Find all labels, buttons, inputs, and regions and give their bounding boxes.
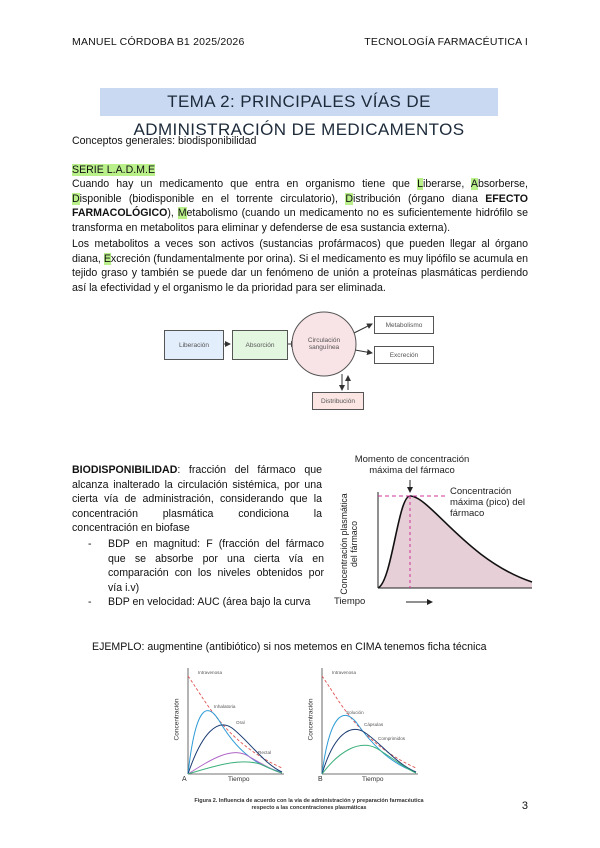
bdp-term: BIODISPONIBILIDAD	[72, 464, 178, 476]
concentration-curve-figure	[326, 452, 540, 612]
fig-a-ylabel: Concentración	[173, 698, 181, 741]
fig-a-label-2: Oral	[236, 720, 245, 725]
bdp-list	[72, 537, 324, 610]
conceptos-text: Conceptos generales: biodisponibilidad	[72, 135, 257, 147]
fig-b-ylabel: Concentración	[307, 698, 315, 741]
fig-a-xlabel: Tiempo	[228, 776, 250, 783]
box-metabolismo: Metabolismo	[374, 316, 434, 334]
box-circulacion: Circulación sanguínea	[307, 337, 341, 351]
ladme-paragraph: Cuando hay un medicamento que entra en organismo tiene que Liberarse, Absorberse, Disponible (biodisponible en el torrente circulatorio), Distribución (órgano diana EFECTO FARMACOLÓGICO), Metabolismo (cuando un medicamento no es suficientemente hidrófilo se transforma en metabolitos para eliminar y defenderse de esa sustancia externa).	[72, 178, 529, 234]
bdp-item-magnitud: - BDP en magnitud: F (fracción del fármaco que se absorbe por una cierta vía en comparación con los niveles obtenidos por vía i.v)	[72, 537, 324, 595]
box-absorcion: Absorción	[232, 330, 288, 360]
figure-panels	[174, 662, 434, 812]
fig-b-label-0: Intravenosa	[332, 670, 357, 675]
serie-heading	[72, 163, 155, 178]
box-distribucion: Distribución	[312, 392, 364, 410]
header-left: MANUEL CÓRDOBA B1 2025/2026	[72, 36, 245, 48]
curve-xlabel: Tiempo	[334, 596, 366, 607]
fig-panel-a: A	[182, 776, 187, 783]
box-excrecion: Excreción	[374, 346, 434, 364]
fig-b-label-2: Cápsulas	[364, 722, 384, 727]
serie-heading-label: SERIE L.A.D.M.E	[72, 164, 156, 176]
curve-ylabel: Concentración plasmática del fármaco	[339, 493, 359, 595]
page-number: 3	[521, 800, 528, 812]
ejemplo-text: EJEMPLO: augmentine (antibiótico) si nos metemos en CIMA tenemos ficha técnica	[92, 641, 487, 653]
fig-b-label-1: Solución	[346, 710, 364, 715]
bdp-paragraph: BIODISPONIBILIDAD: fracción del fármaco que alcanza inalterado la circulación sistémica, por una cierta vía de administración, considerando que la concentración plasmática condiciona la concentración en biofase	[72, 464, 322, 535]
metabolitos-paragraph: Los metabolitos a veces son activos (sustancias profármacos) que pueden llegar al órgano diana, Excreción (fundamentalmente por orina). Si el medicamento es muy lipófilo se acumula en tejido graso y también se puede dar un fenómeno de unión a proteínas plasmáticas perdiendo así la efectividad y el organismo le da prioridad para ser eliminada.	[72, 238, 528, 294]
bdp-item-velocidad: - BDP en velocidad: AUC (área bajo la curva	[72, 595, 324, 610]
ladme-flow-diagram	[160, 300, 450, 415]
page-title: TEMA 2: PRINCIPALES VÍAS DE ADMINISTRACIÓN DE MEDICAMENTOS	[100, 88, 498, 116]
efecto-farmacologico: EFECTO FARMACOLÓGICO	[72, 192, 528, 220]
peak-time-label: Momento de concentración máxima del fármaco	[354, 454, 470, 476]
fig-caption: Figura 2. Influencia de acuerdo con la vía de administración y preparación farmacéutica respecto a las concentraciones plasmáticas	[194, 798, 424, 811]
fig-panel-b: B	[318, 776, 323, 783]
box-liberacion: Liberación	[164, 330, 224, 360]
fig-b-label-3: Comprimidos	[378, 736, 406, 741]
fig-b-xlabel: Tiempo	[362, 776, 384, 783]
fig-a-label-0: Intravenosa	[198, 670, 223, 675]
header-right: TECNOLOGÍA FARMACÉUTICA I	[364, 36, 528, 48]
fig-a-label-3: Rectal	[258, 750, 272, 755]
fig-a-label-1: Inhalatoria	[214, 704, 236, 709]
peak-conc-label: Concentración máxima (pico) del fármaco	[450, 486, 525, 519]
